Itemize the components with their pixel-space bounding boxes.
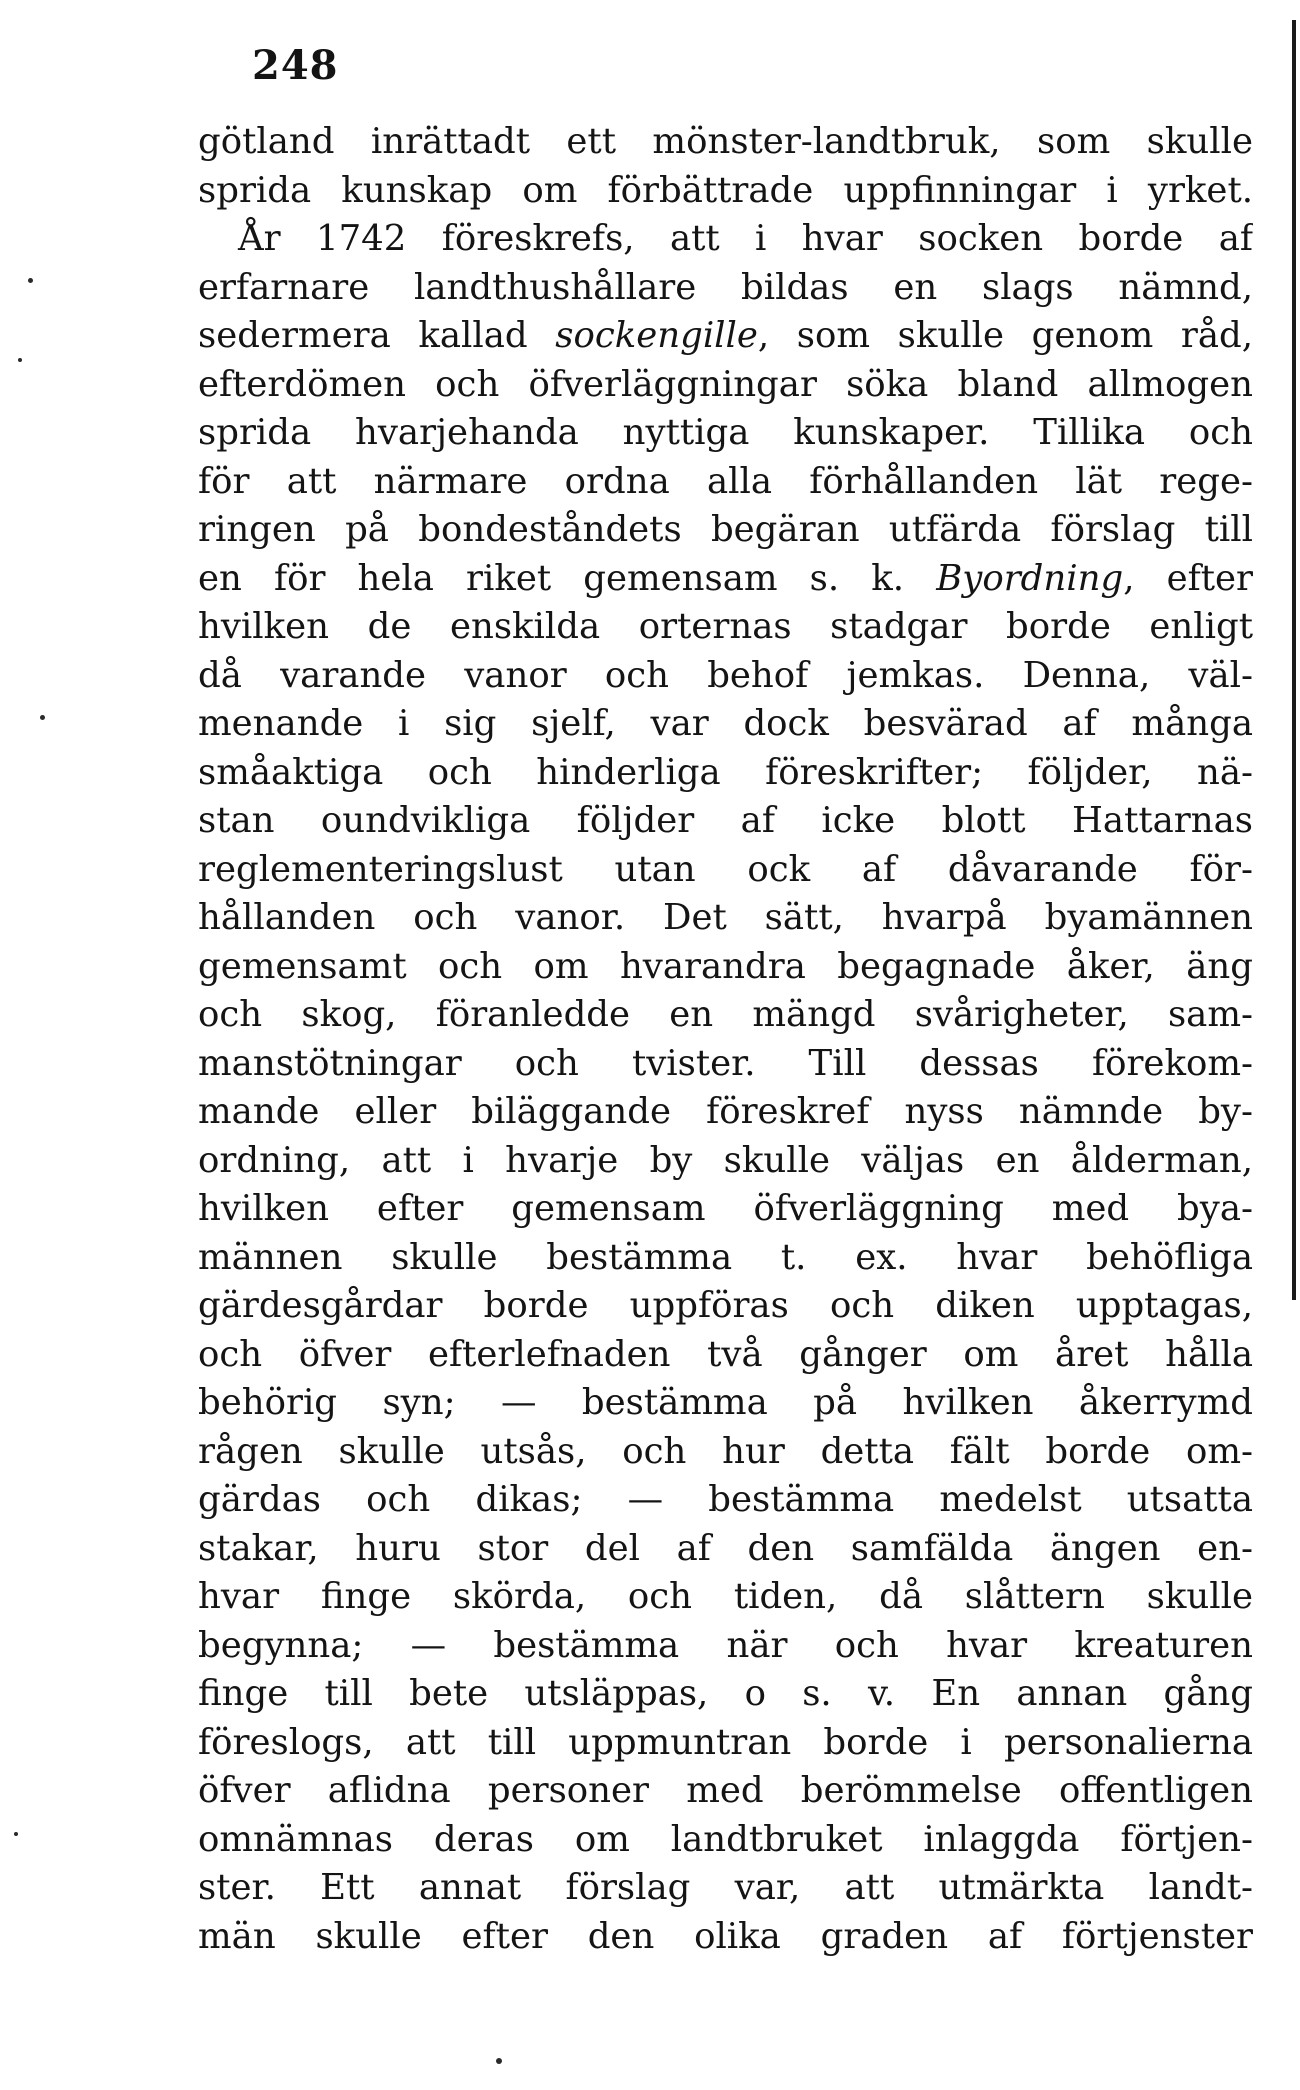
text-line: gärdas och dikas; — bestämma medelst utsatta: [198, 1479, 1253, 1520]
text-line: ordning, att i hvarje by skulle väljas en ålderman,: [198, 1139, 1253, 1181]
text-line: då varande vanor och behof jemkas. Denna, väl-: [198, 654, 1253, 696]
text-line: männen skulle bestämma t. ex. hvar behöfliga: [198, 1236, 1253, 1278]
text-line: gärdesgårdar borde uppföras och diken upptagas,: [198, 1285, 1253, 1326]
text-line: hvilken de enskilda orternas stadgar borde enligt: [198, 606, 1253, 647]
text-line: efterdömen och öfverläggningar söka bland allmogen: [198, 363, 1253, 405]
italic-term: Byordning: [936, 557, 1124, 599]
text-line: gemensamt och om hvarandra begagnade åker, äng: [198, 945, 1253, 987]
text-line: reglementeringslust utan ock af dåvarande för-: [198, 848, 1253, 890]
text-segment: en för hela riket gemensam s. k.: [198, 557, 937, 599]
text-segment: , som skulle genom råd,: [757, 315, 1253, 356]
text-line: stakar, huru stor del af den samfälda ängen en-: [198, 1527, 1253, 1569]
text-line: öfver aflidna personer med berömmelse offentligen: [198, 1770, 1253, 1811]
print-speck: [28, 278, 33, 283]
text-line: behörig syn; — bestämma på hvilken åkerrymd: [198, 1382, 1253, 1423]
page-edge-rule: [1292, 20, 1296, 1300]
text-line: menande i sig sjelf, var dock besvärad af många: [198, 703, 1253, 744]
text-line: småaktiga och hinderliga föreskrifter; följder, nä-: [198, 751, 1253, 793]
italic-term: sockengille: [555, 315, 758, 356]
text-line: sprida kunskap om förbättrade uppfinningar i yrket.: [198, 169, 1253, 211]
text-line: mande eller biläggande föreskref nyss nämnde by-: [198, 1091, 1253, 1132]
text-line: hållanden och vanor. Det sätt, hvarpå byamännen: [198, 897, 1253, 938]
text-line: hvilken efter gemensam öfverläggning med bya-: [198, 1188, 1253, 1229]
text-line: föreslogs, att till uppmuntran borde i personalierna: [198, 1721, 1253, 1763]
text-line: hvar finge skörda, och tiden, då slåttern skulle: [198, 1576, 1253, 1617]
print-speck: [14, 1832, 18, 1836]
text-line: manstötningar och tvister. Till dessas förekom-: [198, 1042, 1253, 1084]
text-segment: sedermera kallad: [198, 315, 556, 356]
text-line: och öfver efterlefnaden två gånger om året hålla: [198, 1333, 1253, 1375]
page-number: 248: [252, 42, 339, 89]
text-line: stan oundvikliga följder af icke blott Hattarnas: [198, 800, 1253, 841]
print-speck: [496, 2058, 502, 2064]
text-line: År 1742 föreskrefs, att i hvar socken borde af: [238, 218, 1253, 259]
print-speck: [18, 358, 22, 362]
text-line: finge till bete utsläppas, o s. v. En annan gång: [198, 1673, 1253, 1714]
text-line: götland inrättadt ett mönster-landtbruk, som skulle: [198, 121, 1253, 162]
text-line: omnämnas deras om landtbruket inlaggda förtjen-: [198, 1818, 1253, 1860]
text-line: sprida hvarjehanda nyttiga kunskaper. Tillika och: [198, 412, 1253, 453]
text-line: begynna; — bestämma när och hvar kreaturen: [198, 1624, 1253, 1666]
text-line: och skog, föranledde en mängd svårigheter, sam-: [198, 994, 1253, 1035]
text-line: för att närmare ordna alla förhållanden lät rege-: [198, 460, 1253, 502]
text-line: ringen på bondeståndets begäran utfärda förslag till: [198, 509, 1253, 550]
text-line: rågen skulle utsås, och hur detta fält borde om-: [198, 1430, 1253, 1472]
body-text: [198, 118, 1253, 1961]
text-line: män skulle efter den olika graden af förtjenster: [198, 1915, 1253, 1957]
text-line: [198, 312, 1253, 361]
text-line: ster. Ett annat förslag var, att utmärkta landt-: [198, 1867, 1253, 1908]
text-line: erfarnare landthushållare bildas en slags nämnd,: [198, 266, 1253, 308]
print-speck: [40, 715, 45, 720]
text-segment: , efter: [1123, 557, 1253, 599]
text-line: [198, 555, 1253, 604]
